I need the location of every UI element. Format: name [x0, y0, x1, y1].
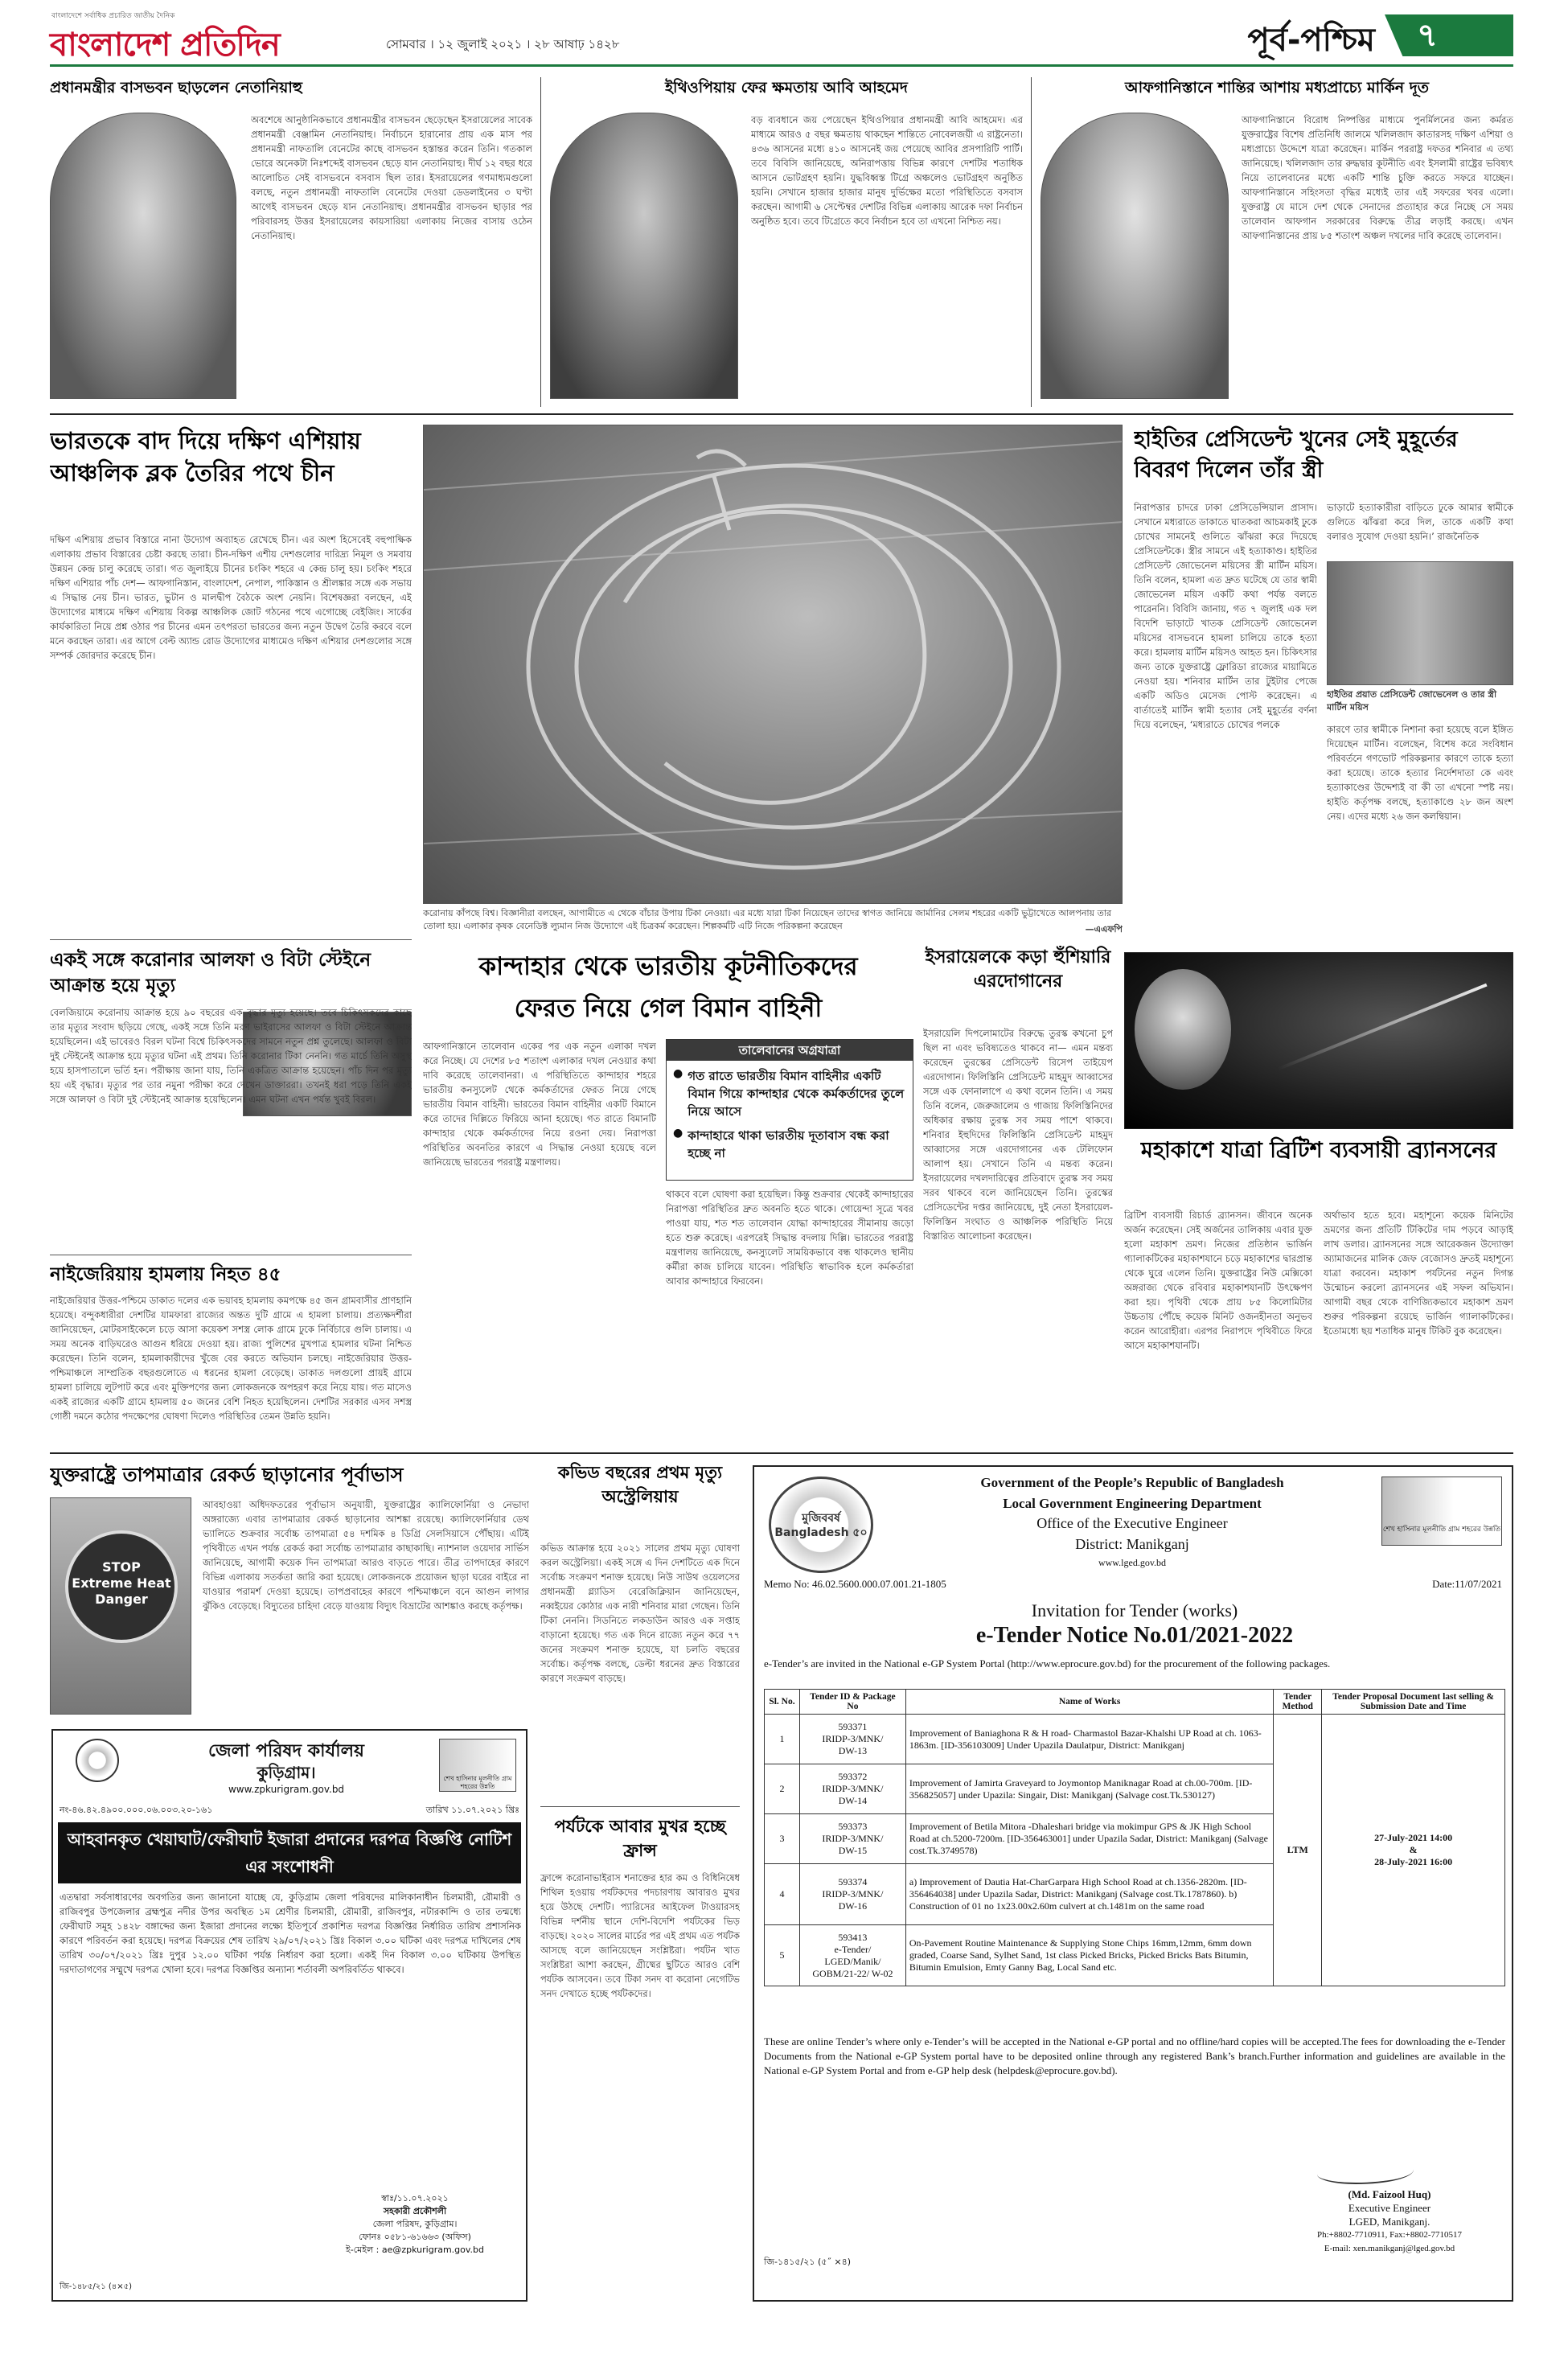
badge-logo [439, 1739, 516, 1792]
maize-field-artwork-photo [423, 425, 1123, 904]
signer-email: E-mail: xen.manikganj@lged.gov.bd [1324, 2244, 1455, 2253]
column-rule [1031, 77, 1032, 407]
cell-work: Improvement of Jamirta Graveyard to Joymontop Maniknagar Road at ch.00-700m. [ID-356825057] under Upazila: Singair, Dist: Manikganj (Salvage cost.Tk.530127) [905, 1764, 1273, 1814]
cell-work: On-Pavement Routine Maintenance & Supplying Stone Chips 16mm,12mm, 6mm down graded, Coarse Sand, Sylhet Sand, 1st class Picked Bricks, Picked Bricks Bats Bitumin, Bitumin Emulsion, Emty Ganny Bag, Local Sand etc. [905, 1925, 1273, 1986]
sign-title: সহকারী প্রকৌশলী [383, 2206, 447, 2216]
bullet-item [667, 1122, 913, 1167]
story-body: ইসরায়েলি দিপলোমাটের বিরুদ্ধে তুরস্ক কখনো চুপ ছিল না এবং ভবিষ্যতেও থাকবে না— এমন মন্তব্য করেছেন তুরস্কের প্রেসিডেন্ট রিসেপ তাইয়েপ এরদোগান। ফিলিস্তিনি প্রেসিডেন্ট মাহমুদ আব্বাসের সঙ্গে এক ফোনালাপে এ কথা বলেন তিনি। এ সময় তিনি বলেন, জেরুজালেম ও গাজায় ফিলিস্তিনিদের অধিকার রক্ষায় তুরস্ক সব সময় পাশে থাকবে। শনিবার ইহুদিদের ফিলিস্তিনি প্রেসিডেন্ট মাহমুদ আব্বাসের সঙ্গে এরদোগানের এক টেলিফোন আলাপ হয়। সেখানে তিনি এ মন্তব্য করেন। ইসরায়েলের দখলদারিত্বের প্রতিবাদে তুরস্ক সব সময় সরব থাকবে বলে জানিয়েছেন তিনি। তুরস্কের প্রেসিডেন্টের দপ্তর জানিয়েছে, দুই নেতা ইসরায়েল-ফিলিস্তিন সংঘাত ও আঞ্চলিক পরিস্থিতি নিয়ে বিস্তারিত আলোচনা করেছেন। [923, 1028, 1113, 1242]
ad-district: কুড়িগ্রাম। [257, 1763, 316, 1782]
bullet-text: কান্দাহারে থাকা ভারতীয় দূতাবাস বন্ধ করা হচ্ছে না [688, 1128, 889, 1160]
story-nigeria [50, 1261, 412, 1444]
story-body: আবহাওয়া অধিদফতরের পূর্বাভাস অনুযায়ী, যুক্তরাষ্ট্রের ক্যালিফোর্নিয়া ও নেভাদা অঙ্গরাজ্যে এবার তাপমাত্রার রেকর্ড ছাড়ানোর আশঙ্কা রয়েছে। ক্যালিফোর্নিয়ার ডেথ ভ্যালিতে শুক্রবার সর্বোচ্চ তাপমাত্রা ৫৪ দশমিক ৪ ডিগ্রি সেলসিয়াসে পৌঁছায়। এটিই পৃথিবীতে এখন পর্যন্ত রেকর্ড করা সর্বোচ্চ তাপমাত্রার কাছাকাছি। ন্যাশনাল ওয়েদার সার্ভিস জানিয়েছে, আগামী কয়েক দিন তাপমাত্রা আরও বাড়তে পারে। তীব্র তাপদাহের কারণে বিভিন্ন এলাকায় সতর্কতা জারি করা হয়েছে। লোকজনকে প্রয়োজন ছাড়া ঘরের বাইরে না যাওয়ার পরামর্শ দেওয়া হয়েছে। তাপপ্রবাহের কারণে পশ্চিমাঞ্চলে বনে আগুন লাগার ঝুঁকিও বেড়েছে। বিদ্যুতের চাহিদা বেড়ে যাওয়ায় বিদ্যুৎ বিভ্রাটের আশঙ্কাও করছে কর্তৃপক্ষ। [203, 1499, 529, 1612]
bullet-text: গত রাতে ভারতীয় বিমান বাহিনীর একটি বিমান গিয়ে কান্দাহার থেকে কর্মকর্তাদের তুলে নিয়ে আসে [688, 1069, 905, 1119]
headline: হাইতির প্রেসিডেন্ট খুনের সেই মুহূর্তের বিবরণ দিলেন তাঁর স্ত্রী [1134, 427, 1458, 483]
sign-text: STOP Extreme Heat Danger [72, 1559, 171, 1607]
headline: একই সঙ্গে করোনার আলফা ও বিটা স্টেইনে আক্রান্ত হয়ে মৃত্যু [50, 950, 371, 996]
sidebar-box-title: তালেবানের অগ্রযাত্রা [667, 1040, 913, 1061]
ad-district: District: Manikganj [1075, 1536, 1189, 1552]
badge-text: শেখ হাসিনার মূলনীতি গ্রাম শহরের উন্নতি [1382, 1526, 1501, 1534]
date-line: সোমবার । ১২ জুলাই ২০২১ । ২৮ আষাঢ় ১৪২৮ [386, 37, 620, 51]
story-body: বেলজিয়ামে করোনায় আক্রান্ত হয়ে ৯০ বছরের এক বৃদ্ধার মৃত্যু হয়েছে। তবে চিকিৎসকদের কাছে তার মৃত্যুর সংবাদ ছড়িয়ে গেছে, একই সঙ্গে তিনি মরণ ভাইরাসের আলফা ও বিটা স্টেইনে আক্রান্ত হয়েছিলেন। এই ভাবেরও বিরল ঘটনা বিশ্বে চিকিৎসকদের সামনে নতুন প্রশ্ন তুলেছে। আলফা ও বিটা দুই স্টেইনেই আক্রান্ত হয়ে মৃত্যুর ঘটনা এই প্রথম। তিনি করোনার টিকা নেননি। গত মার্চে তিনি অসুস্থ হয়ে হাসপাতালে ভর্তি হন। পরীক্ষায় জানা যায়, তিনি একত্রিত আক্রান্ত হয়েছেন। পাঁচ দিন পর মৃত্যু হয় এই বৃদ্ধার। মৃত্যুর পর তার নমুনা পরীক্ষা করে দেখেন ডাক্তাররা। তখনই ধরা পড়ে তিনি একই সঙ্গে আলফা ও বিটা দুই স্টেইনেই আক্রান্ত হয়েছিলেন। এমন ঘটনা এখন পর্যন্ত খুবই বিরল। [50, 1007, 412, 1105]
bullet-item [667, 1061, 913, 1122]
cell-work: a) Improvement of Dautia Hat-CharGarpara High School Road at ch.1356-2820m. [ID-356464038] under Upazila Sadar, District: Manikganj (Salvage cost.Tk.1787860). b) Construction of 01 no 1x23.00x2.60m culvert at ch.1481m on the same road [905, 1864, 1273, 1925]
photo-caption: হাইতির প্রয়াত প্রেসিডেন্ট জোভেনেল ও তার স্ত্রী মার্টিন ময়িস [1327, 689, 1497, 713]
cell-sl: 3 [765, 1814, 800, 1864]
column-rule [540, 77, 541, 407]
headline: কভিড বছরের প্রথম মৃত্যু অস্ট্রেলিয়ায় [557, 1463, 723, 1506]
ad-gov: Government of the People’s Republic of Bangladesh [980, 1475, 1284, 1490]
story-branson [1124, 952, 1513, 1443]
col-header: Sl. No. [765, 1690, 800, 1715]
top-story-afghanistan [1041, 77, 1513, 407]
story-body: অবশেষে আনুষ্ঠানিকভাবে প্রধানমন্ত্রীর বাসভবন ছেড়েছেন ইসরায়েলের সাবেক প্রধানমন্ত্রী বেঞ্জামিন নেতানিয়াহু। নির্বাচনে হারানোর প্রায় এক মাস পর প্রধানমন্ত্রী নাফতালি বেনেটের কাছে বাসভবন হস্তান্তর করেন তিনি। গতকাল ভোরে অনেকটা নিঃশব্দেই বাসভবন ছেড়ে যান নেতানিয়াহু। দীর্ঘ ১২ বছর ধরে আলোচিত সেই বাসভবনে বসবাস ছিল তার। ইসরায়েলের গণমাধ্যমগুলো বলছে, নতুন প্রধানমন্ত্রী নাফতালি বেনেটের দেওয়া ডেডলাইনের ৩ ঘণ্টা আগেই বাসভবন ছেড়ে যান নেতানিয়াহু। প্রধানমন্ত্রীর বাসভবন ছাড়ার পর পরিবারসহ উত্তর ইসরায়েলের কায়সারিয়া এলাকায় নিজের বাসায় ওঠেন নেতানিয়াহু। [251, 114, 532, 241]
signer-org: LGED, Manikganj. [1348, 2216, 1430, 2228]
headline: যুক্তরাষ্ট্রে তাপমাত্রার রেকর্ড ছাড়ানোর পূর্বাভাস [50, 1464, 404, 1486]
ad-ref: জি-১৪১৫/২১ (৫˝ ×৪) [764, 2257, 852, 2267]
logo-tagline: বাংলাদেশে সর্বাধিক প্রচারিত জাতীয় দৈনিক [51, 12, 175, 20]
ad-dept: Local Government Engineering Department [1003, 1496, 1262, 1511]
ad-footer-text: These are online Tender’s where only e-Tender’s will be accepted in the National e-GP portal and no offline/hard copies will be accepted.The fees for downloading the e-Tender Documents from the National e-GP System portal have to be deposited online through any registered Bank’s branch.Further information and guidelines are available in the National e-GP System Portal and from e-GP help desk (helpdesk@eprocure.gov.bd). [764, 2035, 1505, 2076]
ad-kurigram-notice [51, 1729, 527, 2302]
ad-lged-tender-notice [753, 1465, 1513, 2302]
ad-ref: জি-১৪৮৫/২১ (৪×৫) [60, 2282, 133, 2291]
headline: ইসরায়েলকে কড়া হুঁশিয়ারি এরদোগানের [925, 947, 1111, 992]
table-header-row [765, 1690, 1505, 1715]
branson-spaceflight-photo [1124, 952, 1513, 1129]
story-body: ফ্রান্সে করোনাভাইরাস শনাক্তের হার কম ও বিধিনিষেধ শিথিল হওয়ায় পর্যটকদের পদচারণায় আবারও মুখর হয়ে উঠছে দেশটি। প্যারিসের আইফেল টাওয়ারসহ বিভিন্ন দর্শনীয় স্থানে দেশি-বিদেশি পর্যটকের ভিড় বাড়ছে। ২০২০ সালের মার্চের পর এই প্রথম এত পর্যটক আসছে বলে জানিয়েছেন সংশ্লিষ্টরা। পর্যটন খাত সংশ্লিষ্টরা আশা করছেন, গ্রীষ্মের ছুটিতে আরও বেশি পর্যটক আসবেন। তবে টিকা সনদ বা করোনা নেগেটিভ সনদ দেখাতে হচ্ছে পর্যটকদের। [540, 1872, 740, 1999]
col-header: Name of Works [905, 1690, 1273, 1715]
col-header: Tender Proposal Document last selling & Submission Date and Time [1322, 1690, 1505, 1715]
story-body-col3: কারণে তার স্বামীকে নিশানা করা হয়েছে বলে ইঙ্গিত দিয়েছেন মার্টিন। বলেছেন, বিশেষ করে সংবিধান পরিবর্তনে গণভোট পরিকল্পনার কারণে তাকে হত্যা করা হয়েছে। তাকে হত্যার নির্দেশদাতা কে এবং হত্যাকাণ্ডের উদ্দেশ্যই বা কী তা এখনো স্পষ্ট নয়। হাইতি কর্তৃপক্ষ বলছে, হত্যাকাণ্ডে ২৮ জন অংশ নেয়। এদের মধ্যে ২৬ জন কলম্বিয়ান। [1327, 724, 1513, 822]
cell-sl: 2 [765, 1764, 800, 1814]
tender-table [764, 1689, 1505, 1986]
invitation-title: Invitation for Tender (works) [1031, 1600, 1238, 1620]
headline: ভারতকে বাদ দিয়ে দক্ষিণ এশিয়ায় আঞ্চলিক ব্লক তৈরির পথে চীন [50, 427, 361, 487]
story-corona-alpha-beta [50, 947, 412, 1247]
photo-caption: করোনায় কাঁপছে বিশ্ব। বিজ্ঞানীরা বলছেন, আগামীতে এ থেকে বাঁচার উপায় টিকা নেওয়া। এর মধ্যে যারা টিকা নিয়েছেন তাদের স্বাগত জানিয়ে জার্মানির সেলম শহরের একটি ভুট্টাখেতে আলপনায় তার তোলা হয়। এলাকার কৃষক বেনেডিক্ট ল্যুমান নিজ উদ্যোগে এই চিত্রকর্ম করেছেন। শিল্পকর্মটি এটি নিজে পরিকল্পনা করেছেন [423, 908, 1112, 931]
deadline-first: 27-July-2021 14:00 [1374, 1832, 1453, 1843]
cell-tender-id: 593373 IRIDP-3/MNK/ DW-15 [799, 1814, 905, 1864]
badge-text: শেখ হাসিনার মূলনীতি গ্রাম শহরের উন্নতি [443, 1775, 512, 1790]
story-body: দক্ষিণ এশিয়ায় প্রভাব বিস্তারে নানা উদ্যোগ অব্যাহত রেখেছে চীন। এর অংশ হিসেবেই বহুপাক্ষিক এলাকায় প্রভাব বিস্তারের চেষ্টা করছে তারা। চীন-দক্ষিণ এশীয় দেশগুলোর দারিদ্র্য নিমূল ও সমবায় উন্নয়ন কেন্দ্র চালু করেছে তারা। গত জুলাইয়ে চীনের চংকিং শহরে এ কেন্দ্র চালু হয়। চংকিং শহরে দক্ষিণ এশিয়ার পাঁচ দেশ— আফগানিস্তান, বাংলাদেশ, নেপাল, পাকিস্তান ও শ্রীলঙ্কার সঙ্গে এক সভায় এ সিদ্ধান্ত নেয় চীন। ভারত, ভুটান ও মালদ্বীপ বৈঠকে অংশ নেয়নি। বিশেষজ্ঞরা বলছেন, এই উদ্যোগের মাধ্যমে দক্ষিণ এশিয়ায় বিকল্প আঞ্চলিক জোট গঠনের পথে এগোচ্ছে বেইজিং। সার্কের কার্যকারিতা নিয়ে প্রশ্ন ওঠার পর চীনের এমন তৎপরতা ভারতের জন্য নতুন উদ্বেগ তৈরি করবে বলে মনে করছেন তারা। এর আগে বেল্ট অ্যান্ড রোড উদ্যোগের মাধ্যমেও দক্ষিণ এশিয়ার দেশগুলোর সঙ্গে সম্পর্ক জোরদার করেছে চীন। [50, 534, 412, 661]
cell-sl: 5 [765, 1925, 800, 1986]
section-rule [50, 413, 1513, 415]
ad-heading-box [58, 1822, 521, 1883]
haiti-president-couple-photo [1327, 561, 1513, 685]
story-body-col2: থাকবে বলে ঘোষণা করা হয়েছিল। কিন্তু শুক্রবার থেকেই কান্দাহারের নিরাপত্তা পরিস্থিতির দ্রুত অবনতি হতে থাকে। গোয়েন্দা সূত্রে খবর পাওয়া যায়, শত শত তালেবান যোদ্ধা কান্দাহারের সীমানায় জড়ো হতে শুরু করেছে। এরপরেই সিদ্ধান্ত বদলায় দিল্লি। ভারতের পররাষ্ট্র মন্ত্রণালয় জানিয়েছে, কনস্যুলেট সাময়িকভাবে বন্ধ থাকলেও স্থানীয় কর্মীরা কাজ চালিয়ে যাবেন। পরিস্থিতি স্বাভাবিক হলে কর্মকর্তারা আবার কান্দাহারে ফিরবেন। [666, 1189, 913, 1287]
story-body: বড় ব্যবধানে জয় পেয়েছেন ইথিওপিয়ার প্রধানমন্ত্রী আবি আহমেদ। এর মাধ্যমে আরও ৫ বছর ক্ষমতায় থাকছেন শান্তিতে নোবেলজয়ী এ রাষ্ট্রনেতা। ৪৩৬ আসনের মধ্যে ৪১০ আসনেই জয় পেয়েছে আবির প্রসপারিটি পার্টি। তবে বিবিসি জানিয়েছে, অনিরাপত্তায় বিভিন্ন কারণে দেশটির শতাধিক আসনে ভোটগ্রহণ হয়নি। যুদ্ধবিধ্বস্ত টিগ্রে অঞ্চলেও ভোটগ্রহণ অনুষ্ঠিত হয়নি। সেখানে হাজার হাজার মানুষ দুর্ভিক্ষের মতো পরিস্থিতিতে বসবাস করছেন। আগামী ৬ সেপ্টেম্বর দেশটির বিভিন্ন এলাকায় আরেক দফা নির্বাচন অনুষ্ঠিত হবে। তবে টিগ্রেতে কবে নির্বাচন হবে তা এখনো নিশ্চিত নয়। [751, 114, 1023, 227]
ad-website: www.lged.gov.bd [1098, 1557, 1167, 1568]
story-turkey [923, 946, 1113, 1444]
story-kandahar [423, 946, 913, 1444]
story-haiti [1134, 425, 1513, 939]
story-body-col1: নিরাপত্তার চাদরে ঢাকা প্রেসিডেন্সিয়াল প্রাসাদ। সেখানে মধ্যরাতে ডাকাতে ঘাতকরা আচমকাই ঢুকে চোখের সামনেই গুলিতে ঝাঁঝরা করে দিয়েছে প্রেসিডেন্টকে। স্ত্রীর সামনে এই হত্যাকাণ্ড। হাইতির প্রেসিডেন্ট জোভেনেল ময়িসের স্ত্রী মার্টিন ময়িস। তিনি বলেন, হামলা এত দ্রুত ঘটেছে যে তার স্বামী জোভেনেল ময়িস একটি কথা পর্যন্ত বলতে পারেননি। বিবিসি জানায়, গত ৭ জুলাই এক দল বিদেশি ভাড়াটে খাতক প্রেসিডেন্ট জোভেনেল ময়িসের বাসভবনে হামলা চালিয়ে তাকে হত্যা করে। হামলায় মার্টিন ময়িসও আহত হন। চিকিৎসার জন্য তাকে যুক্তরাষ্ট্রে ফ্লোরিডা রাজ্যের মায়ামিতে নেওয়া হয়। শনিবার মার্টিন তার টুইটার পেজে একটি অডিও মেসেজ পোস্ট করেছেন। এ বার্তাতেই মার্টিন স্বামী হত্যার সেই মুহূর্তের বর্ণনা দিয়ে বলেছেন, ‘মধ্যরাতে চোখের পলকে [1134, 502, 1317, 730]
ad-date: তারিখ ১১.০৭.২০২১ খ্রিঃ [425, 1805, 519, 1815]
signature-block [1269, 2187, 1510, 2256]
cell-tender-id: 593371 IRIDP-3/MNK/ DW-13 [799, 1715, 905, 1764]
khalilzad-photo [1041, 113, 1229, 399]
story-body-col1: আফগানিস্তানে তালেবান একের পর এক নতুন এলাকা দখল করে নিচ্ছে। যে দেশের ৮৫ শতাংশ এলাকার দখল নেওয়ার কথা দাবি করেছে তালেবানরা। এ পরিস্থিতিতে কান্দাহার শহরে ভারতীয় কনস্যুলেট থেকে কর্মকর্তাদের ফেরত নিয়ে গেছে ভারতীয় বিমান বাহিনী। ভারতের বিমান বাহিনীর একটি বিমানে করে তাদের দিল্লিতে ফিরিয়ে আনা হয়েছে। গত রাতে বিমানটি কান্দাহার থেকে কর্মকর্তাদের নিয়ে রওনা দেয়। নিরাপত্তা পরিস্থিতির অবনতির কারণে এ সিদ্ধান্ত নেওয়া হয়েছে বলে জানিয়েছে ভারতের পররাষ্ট্র মন্ত্রণালয়। [423, 1041, 656, 1168]
cell-method: LTM [1274, 1715, 1322, 1986]
signature-block [318, 2192, 511, 2257]
signer-phone: Ph:+8802-7710911, Fax:+8802-7710517 [1316, 2230, 1463, 2240]
sidebar-box-taliban [666, 1039, 913, 1181]
story-body-col2: অর্থাভাব হতে হবে। মহাশূন্যে কয়েক মিনিটের ভ্রমণের জন্য প্রতিটি টিকিটের দাম পড়বে আড়াই লাখ ডলার। ব্র্যানসনের সঙ্গে আরেকজন উদ্যোক্তা অ্যামাজনের মালিক জেফ বেজোসও দ্রুতই মহাশূন্যে যাত্রা করবেন। মহাকাশ পর্যটনের নতুন দিগন্ত উন্মোচন করলো ব্র্যানসনের এই সফল অভিযান। আগামী বছর থেকে বাণিজ্যিকভাবে মহাকাশ ভ্রমণ শুরুর পরিকল্পনা রয়েছে ভার্জিন গ্যালাকটিকের। ইতোমধ্যে ছয় শতাধিক মানুষ টিকিট বুক করেছেন। [1324, 1210, 1513, 1337]
story-body: কভিড আক্রান্ত হয়ে ২০২১ সালের প্রথম মৃত্যু ঘোষণা করল অস্ট্রেলিয়া। একই সঙ্গে এ দিন দেশটিতে এক দিনে সর্বোচ্চ সংক্রমণ শনাক্ত হয়েছে। নিউ সাউথ ওয়েলসের প্রধানমন্ত্রী গ্ল্যাডিস বেরেজিক্লিয়ান জানিয়েছেন, নব্বইয়ের কোঠার এক নারী শনিবার মারা গেছেন। তিনি টিকা নেননি। সিডনিতে লকডাউন আরও এক সপ্তাহ বাড়ানো হয়েছে। গত এক দিনে রাজ্যে নতুন করে ৭৭ জনের সংক্রমণ শনাক্ত হয়েছে, যা চলতি বছরের সর্বোচ্চ। কর্তৃপক্ষ বলছে, ডেল্টা ধরনের দ্রুত বিস্তারের কারণে সংক্রমণ বাড়ছে। [540, 1542, 740, 1684]
masthead [0, 0, 1568, 68]
netanyahu-photo [50, 113, 236, 399]
cell-sl: 4 [765, 1864, 800, 1925]
cell-work: Improvement of Betila Mitora -Dhaleshari bridge via mokimpur GPS & JK High School Road at ch.5200-7200m. [ID-356463001] under Upazila Sadar, District: Manikganj (Salvage cost.Tk.3749578) [905, 1814, 1273, 1864]
cell-work: Improvement of Baniaghona R & H road- Charmastol Bazar-Khalshi UP Road at ch. 1063-1863m. [ID-356103009] Under Upazila Daulatpur, District: Manikganj [905, 1715, 1273, 1764]
col-header: Tender Method [1274, 1690, 1322, 1715]
logo-text: মুজিববর্ষ Bangladesh ৫০ [774, 1512, 868, 1539]
bullet-icon: ● [673, 1127, 683, 1140]
section-rule [50, 1452, 1513, 1454]
story-body: আফগানিস্তানে বিরোধ নিষ্পত্তির মাধ্যমে পুনর্মিলনের জন্য কর্মরত যুক্তরাষ্ট্রের বিশেষ প্রতিনিধি জালমে খলিলজাদ কাতারসহ দক্ষিণ এশিয়া ও মধ্যপ্রাচ্যে উদ্দেশে যাত্রা করেছেন। মার্কিন পররাষ্ট্র দফতর শনিবার এ তথ্য জানিয়েছে। খলিলজাদ তার রুদ্ধদ্বার কূটনীতি এবং ইসলামী রাষ্ট্রের ভবিষ্যৎ নিয়ে তালেবানের মধ্যে একটি শান্তি চুক্তি করতে সফরে যাচ্ছেন। আফগানিস্তানে সহিংসতা বৃদ্ধির মধ্যেই তার এই সফরের খবর এলো। যুক্তরাষ্ট্র যে মাসে দেশ থেকে সেনাদের প্রত্যাহার করে নিচ্ছে সে সময় তালেবান আফগান সরকারের বিরুদ্ধে তীব্র লড়াই করছে। এখন আফগানিস্তানের প্রায় ৮৫ শতাংশ অঞ্চল দখলের দাবি করেছে তালেবান। [1242, 114, 1513, 241]
bullet-icon: ● [673, 1067, 683, 1080]
spacecraft-trail [1277, 984, 1487, 1071]
signer-title: Executive Engineer [1348, 2202, 1431, 2214]
badge-logo [1381, 1477, 1502, 1546]
story-body: নাইজেরিয়ার উত্তর-পশ্চিমে ডাকাত দলের এক ভয়াবহ হামলায় কমপক্ষে ৪৫ জন গ্রামবাসীর প্রাণহানি হয়েছে। বন্দুকধারীরা দেশটির যামফারা রাজ্যের অন্তত দুটি গ্রামে এ হামলা চালায়। প্রত্যক্ষদর্শীরা জানিয়েছেন, মোটরসাইকেলে চড়ে আসা কয়েকশ সশস্ত্র লোক গ্রামে ঢুকে নির্বিচারে গুলি চালায়। এ সময় অনেক বাড়িঘরেও আগুন ধরিয়ে দেওয়া হয়। রাজ্য পুলিশের মুখপাত্র হামলার ঘটনা নিশ্চিত করেছেন। তিনি বলেন, হামলাকারীদের খুঁজে বের করতে অভিযান চলছে। নাইজেরিয়ার উত্তর-পশ্চিমাঞ্চলে সাম্প্রতিক বছরগুলোতে এ ধরনের হামলা বেড়েছে। ডাকাত দলগুলো প্রায়ই গ্রামে হামলা চালিয়ে লুটপাট করে এবং মুক্তিপণের জন্য লোকজনকে অপহরণ করে নিয়ে যায়। গত মাসেও একই রাজ্যের একটি গ্রামে হামলায় ৫০ জনের বেশি নিহত হয়েছিলেন। দেশটির সরকার এসব সশস্ত্র গোষ্ঠী দমনে কঠোর পদক্ষেপের ঘোষণা দিলেও পরিস্থিতির তেমন উন্নতি হয়নি। [50, 1295, 412, 1422]
table-row [765, 1715, 1505, 1764]
cell-tender-id: 593374 IRIDP-3/MNK/ DW-16 [799, 1864, 905, 1925]
cell-deadline [1322, 1715, 1505, 1986]
signature-graphic [1317, 2160, 1414, 2184]
cell-sl: 1 [765, 1715, 800, 1764]
section-title: পূর্ব-পশ্চিম [1247, 22, 1375, 59]
branson-portrait-inset [1135, 969, 1231, 1090]
cell-tender-id: 593372 IRIDP-3/MNK/ DW-14 [799, 1764, 905, 1814]
deadline-second: 28-July-2021 16:00 [1374, 1856, 1453, 1867]
headline: প্রধানমন্ত্রীর বাসভবন ছাড়লেন নেতানিয়াহু [50, 79, 303, 97]
ad-date: Date:11/07/2021 [1432, 1578, 1502, 1590]
story-usa-heat [50, 1460, 529, 1718]
emblem-icon [76, 1739, 119, 1782]
ad-heading: আহবানকৃত খেয়াঘাট/ফেরীঘাট ইজারা প্রদানের দরপত্র বিজ্ঞপ্তি নোটিশ এর সংশোধনী [67, 1830, 512, 1876]
photo-credit: —এএফপি [1085, 924, 1123, 934]
headline: নাইজেরিয়ায় হামলায় নিহত ৪৫ [50, 1264, 281, 1285]
masthead-rule [50, 64, 1513, 67]
story-body-col2: ভাড়াটে হত্যাকারীরা বাড়িতে ঢুকে আমার স্বামীকে গুলিতে ঝাঁঝরা করে দিল, তাকে একটি কথা বলারও সুযোগ দেওয়া হয়নি।’ রাজনৈতিক [1327, 502, 1513, 542]
story-france [540, 1814, 740, 2297]
sign-email: ই-মেইল : ae@zpkurigram.gov.bd [345, 2245, 484, 2255]
ad-memo: Memo No: 46.02.5600.000.07.001.21-1805 [764, 1578, 946, 1590]
deadline-and: & [1409, 1844, 1418, 1855]
sign-phone: ফোনঃ ০৫৮১-৬১৬৬৩ (অফিস) [359, 2232, 471, 2242]
ad-office: Office of the Executive Engineer [1036, 1515, 1228, 1531]
headline: মহাকাশে যাত্রা ব্রিটিশ ব্যবসায়ী ব্র্যানসনের [1140, 1138, 1497, 1163]
ad-body: এতদ্বারা সর্বসাধারণের অবগতির জন্য জানানো যাচ্ছে যে, কুড়িগ্রাম জেলা পরিষদের মালিকানাধীন চিলমারী, রৌমারী ও রাজিবপুর উপজেলার ব্রহ্মপুত্র নদীর উপর অবস্থিত ১ম শ্রেণীর চিলমারী, রৌমারী, রাজিবপুর, নটারকান্দি ও তার তন্মধ্যে ফেরীঘাট সমূহ ১৪২৮ বঙ্গাব্দের জন্য ইজারা প্রদানের লক্ষ্যে ইতিপূর্বে প্রকাশিত দরপত্র বিজ্ঞপ্তির নির্ধারিত তারিখ প্রশাসনিক কারণে পরিবর্তন করা হয়েছে। দরপত্র বিক্রয়ের শেষ তারিখ ২৯/০৭/২০২১ খ্রিঃ বিকাল ৩.০০ ঘটিকা এবং দরপত্র দাখিলের শেষ তারিখ ৩০/০৭/২০২১ খ্রিঃ দুপুর ১২.০০ ঘটিকা পর্যন্ত নির্ধারণ করা হলো। একই দিন বিকাল ৩.০০ ঘটিকায় উপস্থিত দরদাতাগণের সম্মুখে দরপত্র খোলা হবে। দরপত্র বিজ্ঞপ্তির অন্যান্য শর্তাবলী অপরিবর্তিত থাকবে। [60, 1891, 521, 1975]
story-australia [540, 1460, 740, 1798]
sign-org: জেলা পরিষদ, কুড়িগ্রাম। [372, 2219, 458, 2229]
headline: পর্যটকে আবার মুখর হচ্ছে ফ্রান্স [554, 1817, 726, 1860]
headline: কান্দাহার থেকে ভারতীয় কূটনীতিকদের ফেরত নিয়ে গেল বিমান বাহিনী [478, 952, 858, 1023]
ad-office: জেলা পরিষদ কার্যালয় [208, 1741, 364, 1761]
signer-name: (Md. Faizool Huq) [1348, 2188, 1431, 2200]
ad-memo: নং-৪৬.৪২.৪৯০০.০০০.০৬.০০৩.২০-১৬১ [60, 1805, 213, 1815]
notice-title: e-Tender Notice No.01/2021-2022 [975, 1623, 1294, 1648]
col-header: Tender ID & Package No [799, 1690, 905, 1715]
top-story-netanyahu [50, 77, 532, 407]
mujib-borsho-logo [769, 1477, 873, 1573]
abiy-ahmed-photo [550, 113, 738, 399]
story-body-col1: ব্রিটিশ ব্যবসায়ী রিচার্ড ব্র্যানসন। জীবনে অনেক অর্জন করেছেন। সেই অর্জনের তালিকায় এবার যুক্ত হলো মহাকাশ ভ্রমণ। নিজের প্রতিষ্ঠান ভার্জিন গ্যালাকটিকের মহাকাশযানে চড়ে মহাকাশের দ্বারপ্রান্ত থেকে ঘুরে এলেন তিনি। যুক্তরাষ্ট্রের নিউ মেক্সিকো অঙ্গরাজ্য থেকে রবিবার মহাকাশযানটি উৎক্ষেপণ করা হয়। পৃথিবী থেকে প্রায় ৮৫ কিলোমিটার উচ্চতায় পৌঁছে কয়েক মিনিট ওজনহীনতা অনুভব করেন আরোহীরা। এরপর নিরাপদে পৃথিবীতে ফিরে আসে মহাকাশযানটি। [1124, 1210, 1312, 1351]
newspaper-logo: বাংলাদেশ প্রতিদিন [50, 27, 280, 64]
page-number: ৭ [1416, 17, 1438, 54]
headline: ইথিওপিয়ায় ফের ক্ষমতায় আবি আহমেদ [665, 79, 908, 97]
top-story-ethiopia [550, 77, 1023, 407]
field-pattern-graphic [424, 425, 1123, 904]
ad-intro: e-Tender’s are invited in the National e-GP System Portal (http://www.eprocure.gov.bd) for the procurement of the following packages. [764, 1657, 1331, 1670]
ad-website: www.zpkurigram.gov.bd [228, 1784, 345, 1795]
story-china [50, 425, 412, 925]
sign-date: স্বাঃ/১১.০৭.২০২১ [381, 2193, 449, 2204]
extreme-heat-sign-photo [50, 1497, 191, 1715]
section-rule [540, 1806, 740, 1807]
headline: আফগানিস্তানে শান্তির আশায় মধ্যপ্রাচ্যে মার্কিন দূত [1124, 79, 1429, 97]
section-rule [50, 939, 412, 940]
cell-tender-id: 593413 e-Tender/ LGED/Manik/ GOBM/21-22/ W-02 [799, 1925, 905, 1986]
